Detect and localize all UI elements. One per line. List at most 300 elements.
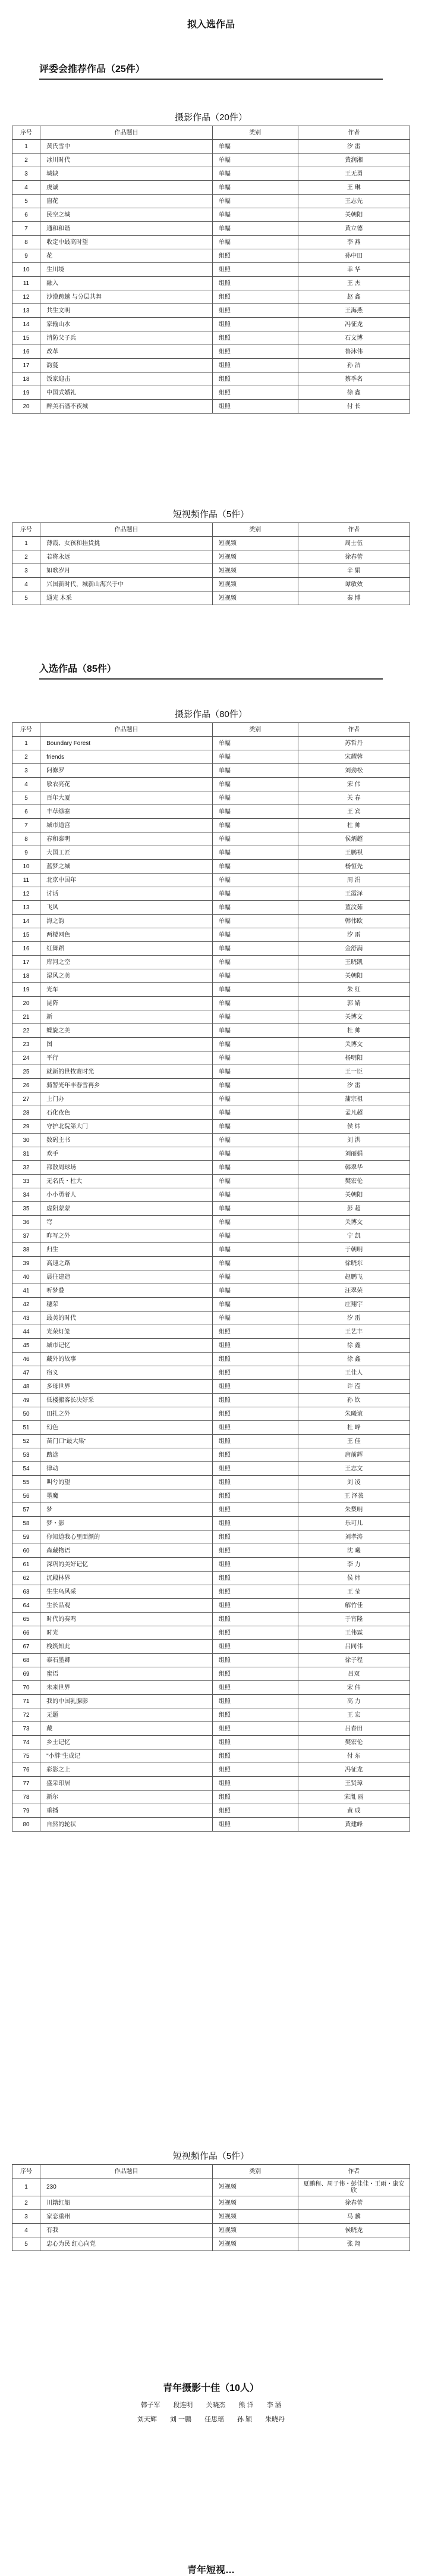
table-row	[12, 1325, 410, 1339]
cell-author: 张 翔	[298, 2237, 410, 2251]
cell-author: 苏哲丹	[298, 737, 410, 750]
cell-author: 宋胤 丽	[298, 1791, 410, 1804]
cell-title: 城缺	[40, 167, 213, 181]
cell-title: 新尔	[40, 1791, 213, 1804]
cell-title: 小小勇者人	[40, 1188, 213, 1202]
cell-title: 饭家迎击	[40, 373, 213, 386]
cell-author: 王晓凯	[298, 956, 410, 969]
table-row	[12, 1654, 410, 1667]
cell-no: 57	[12, 1503, 40, 1517]
table-row	[12, 1448, 410, 1462]
cell-author: 王鹏祺	[298, 846, 410, 860]
cell-author: 关博文	[298, 1216, 410, 1229]
cell-title: 丰草绿寨	[40, 805, 213, 819]
cell-no: 19	[12, 386, 40, 400]
cell-title: 时代的奏鸣	[40, 1613, 213, 1626]
table-row	[12, 304, 410, 318]
cell-no: 5	[12, 195, 40, 208]
cell-title: 忠心为民 红心向党	[40, 2237, 213, 2251]
cell-title: 宿义	[40, 1366, 213, 1380]
cell-title: 春和泰明	[40, 832, 213, 846]
table-row	[12, 2196, 410, 2210]
cell-author: 彭 超	[298, 1202, 410, 1216]
cell-category: 组照	[212, 318, 298, 331]
cell-no: 3	[12, 564, 40, 578]
cell-author: 王志先	[298, 195, 410, 208]
cell-category: 组照	[212, 400, 298, 414]
cell-author: 孙中田	[298, 249, 410, 263]
cell-author: 黄立德	[298, 222, 410, 236]
cell-category: 单幅	[212, 1312, 298, 1325]
cell-author: 王 泽袭	[298, 1489, 410, 1503]
cell-no: 39	[12, 1257, 40, 1270]
cell-title: 如歌岁月	[40, 564, 213, 578]
cell-author: 朱曦谊	[298, 1407, 410, 1421]
cell-author: 吕春田	[298, 1722, 410, 1736]
cell-category: 单幅	[212, 181, 298, 195]
cell-category: 组照	[212, 1777, 298, 1791]
cell-title: 高速之路	[40, 1257, 213, 1270]
cell-category: 组照	[212, 1626, 298, 1640]
cell-author: 王佳人	[298, 1366, 410, 1380]
cell-category: 组照	[212, 1722, 298, 1736]
table-row	[12, 1435, 410, 1448]
cell-author: 李 力	[298, 1558, 410, 1572]
cell-no: 72	[12, 1708, 40, 1722]
cell-author: 汐 雷	[298, 928, 410, 942]
table-row	[12, 591, 410, 605]
table-row	[12, 1558, 410, 1572]
table-row	[12, 1202, 410, 1216]
table-row	[12, 956, 410, 969]
table-row	[12, 1079, 410, 1093]
cell-author: 关朝阳	[298, 1188, 410, 1202]
cell-title: 敏农亮花	[40, 778, 213, 791]
sel-photo-table	[12, 722, 410, 1832]
cell-title: 就新的世牧赛时光	[40, 1065, 213, 1079]
cell-category: 组照	[212, 1544, 298, 1558]
ten-name: 韩子军	[140, 2402, 160, 2409]
table-header-row	[12, 523, 410, 537]
cell-category: 单幅	[212, 1229, 298, 1243]
cell-no: 27	[12, 1093, 40, 1106]
table-row	[12, 359, 410, 373]
cell-category: 组照	[212, 1736, 298, 1749]
cell-no: 51	[12, 1421, 40, 1435]
cell-title: 有我	[40, 2224, 213, 2237]
cell-no: 13	[12, 304, 40, 318]
cell-no: 48	[12, 1380, 40, 1394]
header-author: 作者	[298, 723, 410, 737]
cell-no: 56	[12, 1489, 40, 1503]
cell-category: 单幅	[212, 1106, 298, 1120]
cell-title: 蝶旋之美	[40, 1024, 213, 1038]
cell-author: 侯晓龙	[298, 2224, 410, 2237]
cell-title: 韵蔓	[40, 359, 213, 373]
cell-no: 2	[12, 2196, 40, 2210]
cell-author: 汪翠荣	[298, 1284, 410, 1298]
table-row	[12, 1147, 410, 1161]
table-row	[12, 942, 410, 956]
cell-category: 单幅	[212, 846, 298, 860]
table-row	[12, 331, 410, 345]
cell-no: 5	[12, 591, 40, 605]
cell-title: 沙漠跨越 与分层共舞	[40, 290, 213, 304]
cell-category: 组照	[212, 386, 298, 400]
cell-title: 森藏物语	[40, 1544, 213, 1558]
table-row	[12, 1572, 410, 1585]
cell-author: 王霞泽	[298, 887, 410, 901]
cell-author: 董汶茹	[298, 901, 410, 915]
cell-no: 74	[12, 1736, 40, 1749]
table-row	[12, 1640, 410, 1654]
cell-no: 75	[12, 1749, 40, 1763]
cell-no: 5	[12, 2237, 40, 2251]
cell-no: 42	[12, 1298, 40, 1312]
cell-category: 短视频	[212, 578, 298, 591]
cell-author: 周 涓	[298, 874, 410, 887]
table-row	[12, 290, 410, 304]
cell-title: 泰石墨卿	[40, 1654, 213, 1667]
table-row	[12, 1517, 410, 1530]
cell-no: 54	[12, 1462, 40, 1476]
cell-no: 11	[12, 874, 40, 887]
cell-title: 梦・影	[40, 1517, 213, 1530]
cell-no: 18	[12, 373, 40, 386]
rec-video-block	[12, 507, 410, 605]
cell-author: 孙 洁	[298, 359, 410, 373]
cell-author: 刘丽娟	[298, 1147, 410, 1161]
cell-category: 组照	[212, 1435, 298, 1448]
cell-category: 组照	[212, 1448, 298, 1462]
cell-no: 47	[12, 1366, 40, 1380]
table-row	[12, 1695, 410, 1708]
cell-category: 组照	[212, 1394, 298, 1407]
cell-title: Boundary Forest	[40, 737, 213, 750]
header-title: 作品题目	[40, 2165, 213, 2179]
cell-category: 单幅	[212, 208, 298, 222]
cell-title: 川籍红船	[40, 2196, 213, 2210]
cell-title: 彩影之上	[40, 1763, 213, 1777]
cell-category: 组照	[212, 331, 298, 345]
cell-author: 谭敏效	[298, 578, 410, 591]
cell-no: 63	[12, 1585, 40, 1599]
table-row	[12, 805, 410, 819]
header-category: 类别	[212, 126, 298, 140]
table-row	[12, 1284, 410, 1298]
rec-photo-block	[12, 110, 410, 414]
cell-author: 孟凡超	[298, 1106, 410, 1120]
sel-video-block	[12, 2149, 410, 2251]
table-row	[12, 1257, 410, 1270]
cell-author: 汐 雷	[298, 1079, 410, 1093]
table-row	[12, 1093, 410, 1106]
cell-title: 无名氏・杜大	[40, 1175, 213, 1188]
cell-category: 单幅	[212, 942, 298, 956]
cell-category: 单幅	[212, 791, 298, 805]
table-row	[12, 1489, 410, 1503]
table-row	[12, 1722, 410, 1736]
cell-title: 城市记忆	[40, 1339, 213, 1353]
cell-category: 单幅	[212, 140, 298, 154]
table-row	[12, 1777, 410, 1791]
cell-title: 海之韵	[40, 915, 213, 928]
cell-category: 组照	[212, 1613, 298, 1626]
cell-no: 17	[12, 956, 40, 969]
cell-category: 组照	[212, 1708, 298, 1722]
cell-no: 71	[12, 1695, 40, 1708]
ten-name: 朱晓丹	[265, 2416, 285, 2423]
cell-title: 重播	[40, 1804, 213, 1818]
cell-author: 冯征龙	[298, 318, 410, 331]
cell-no: 59	[12, 1530, 40, 1544]
cell-author: 徐 鑫	[298, 386, 410, 400]
cell-category: 短视频	[212, 537, 298, 550]
table-row	[12, 1585, 410, 1599]
cell-author: 于宵隆	[298, 1613, 410, 1626]
header-author: 作者	[298, 126, 410, 140]
table-row	[12, 1270, 410, 1284]
cell-title: 光车	[40, 983, 213, 997]
cell-category: 单幅	[212, 1257, 298, 1270]
cell-author: 郭 婧	[298, 997, 410, 1010]
cell-author: 王 宏	[298, 1708, 410, 1722]
cell-title: 踏途	[40, 1448, 213, 1462]
cell-author: 朱梨明	[298, 1503, 410, 1517]
table-row	[12, 1366, 410, 1380]
cell-author: 王 琳	[298, 181, 410, 195]
cell-no: 65	[12, 1613, 40, 1626]
cell-category: 组照	[212, 1681, 298, 1695]
table-row	[12, 1229, 410, 1243]
cell-no: 22	[12, 1024, 40, 1038]
table-row	[12, 578, 410, 591]
cell-author: 马 骥	[298, 2210, 410, 2224]
table-row	[12, 167, 410, 181]
cell-no: 68	[12, 1654, 40, 1667]
table-row	[12, 928, 410, 942]
table-row	[12, 887, 410, 901]
cell-no: 14	[12, 915, 40, 928]
cell-title: 消防父子兵	[40, 331, 213, 345]
cell-category: 组照	[212, 1325, 298, 1339]
cell-no: 2	[12, 550, 40, 564]
header-no: 序号	[12, 126, 40, 140]
table-row	[12, 983, 410, 997]
header-author: 作者	[298, 2165, 410, 2179]
cell-title: 盛采印居	[40, 1777, 213, 1791]
doc-title: 拟入选作品	[187, 20, 235, 30]
table-row	[12, 1791, 410, 1804]
cell-title: 家输山水	[40, 318, 213, 331]
cell-author: 秦 博	[298, 591, 410, 605]
table-row	[12, 1298, 410, 1312]
cell-author: 付 长	[298, 400, 410, 414]
table-row	[12, 373, 410, 386]
cell-no: 32	[12, 1161, 40, 1175]
cell-author: 汐 雷	[298, 140, 410, 154]
cell-category: 单幅	[212, 1147, 298, 1161]
cell-author: 解竹佳	[298, 1599, 410, 1613]
cell-category: 单幅	[212, 222, 298, 236]
table-row	[12, 1120, 410, 1134]
cell-author: 王艺丰	[298, 1325, 410, 1339]
cell-title: 田扎之外	[40, 1407, 213, 1421]
cell-title: 戴	[40, 1722, 213, 1736]
cutoff-heading: 青年短视…	[187, 2565, 235, 2575]
cell-title: 蜜语	[40, 1667, 213, 1681]
cell-author: 王 杰	[298, 277, 410, 290]
cell-no: 78	[12, 1791, 40, 1804]
cell-category: 单幅	[212, 154, 298, 167]
cell-author: 徐 鑫	[298, 1353, 410, 1366]
table-row	[12, 915, 410, 928]
cell-no: 60	[12, 1544, 40, 1558]
cell-title: 库河之空	[40, 956, 213, 969]
cell-no: 10	[12, 263, 40, 277]
cell-no: 21	[12, 1010, 40, 1024]
table-row	[12, 1503, 410, 1517]
cell-author: 赵鹏飞	[298, 1270, 410, 1284]
cell-no: 20	[12, 997, 40, 1010]
cell-title: 墨魔	[40, 1489, 213, 1503]
cell-no: 14	[12, 318, 40, 331]
cell-title: 昆阵	[40, 997, 213, 1010]
cell-category: 组照	[212, 1749, 298, 1763]
ten-name: 熊 洋	[238, 2402, 254, 2409]
header-no: 序号	[12, 2165, 40, 2179]
table-row	[12, 846, 410, 860]
table-row	[12, 764, 410, 778]
table-row	[12, 1708, 410, 1722]
cell-category: 组照	[212, 249, 298, 263]
cell-title: 低楼搬客长决好采	[40, 1394, 213, 1407]
cell-category: 短视频	[212, 550, 298, 564]
table-row	[12, 1749, 410, 1763]
cell-title: 北京中国年	[40, 874, 213, 887]
cell-category: 组照	[212, 1339, 298, 1353]
table-row	[12, 1134, 410, 1147]
cell-title: 律动	[40, 1462, 213, 1476]
cell-title: 薄霞、女孩和挂货挑	[40, 537, 213, 550]
table-row	[12, 1161, 410, 1175]
cell-title: 梦	[40, 1503, 213, 1517]
cell-no: 10	[12, 860, 40, 874]
cell-category: 组照	[212, 1667, 298, 1681]
cell-category: 单幅	[212, 819, 298, 832]
cell-category: 单幅	[212, 928, 298, 942]
cell-no: 34	[12, 1188, 40, 1202]
table-header-row	[12, 723, 410, 737]
table-row	[12, 1681, 410, 1695]
cell-no: 9	[12, 846, 40, 860]
cell-category: 短视频	[212, 2210, 298, 2224]
cell-category: 组照	[212, 1791, 298, 1804]
cell-title: 新	[40, 1010, 213, 1024]
cell-author: 李 燕	[298, 236, 410, 249]
table-row	[12, 318, 410, 331]
cell-no: 61	[12, 1558, 40, 1572]
cell-title: 栈筑知此	[40, 1640, 213, 1654]
cell-no: 5	[12, 791, 40, 805]
cell-category: 单幅	[212, 1120, 298, 1134]
cell-title: 城市道宫	[40, 819, 213, 832]
cell-title: 花	[40, 249, 213, 263]
cell-no: 8	[12, 236, 40, 249]
cell-title: 数码主书	[40, 1134, 213, 1147]
cell-author: 许 滢	[298, 1380, 410, 1394]
cell-no: 15	[12, 331, 40, 345]
cell-no: 4	[12, 181, 40, 195]
cell-title: 生长品观	[40, 1599, 213, 1613]
cell-category: 单幅	[212, 195, 298, 208]
cell-no: 35	[12, 1202, 40, 1216]
cell-category: 单幅	[212, 1051, 298, 1065]
cell-author: 唐前辉	[298, 1448, 410, 1462]
cell-title: 欢手	[40, 1147, 213, 1161]
cell-title: 无题	[40, 1708, 213, 1722]
cell-no: 52	[12, 1435, 40, 1448]
cell-author: 冯征龙	[298, 1763, 410, 1777]
cell-title: 黄氏雪中	[40, 140, 213, 154]
cell-title: 穗荣	[40, 1298, 213, 1312]
cell-category: 单幅	[212, 1270, 298, 1284]
rec-video-table	[12, 522, 410, 605]
rec-photo-title: 摄影作品（20件）	[175, 112, 247, 123]
cell-title: 民空之城	[40, 208, 213, 222]
ten-name: 关晓杰	[206, 2402, 226, 2409]
header-no: 序号	[12, 523, 40, 537]
cell-title: 虚阳蒙蒙	[40, 1202, 213, 1216]
cell-title: 穹	[40, 1216, 213, 1229]
cell-category: 单幅	[212, 764, 298, 778]
cell-no: 46	[12, 1353, 40, 1366]
cell-author: 高 力	[298, 1695, 410, 1708]
table-row	[12, 969, 410, 983]
table-row	[12, 1312, 410, 1325]
cell-no: 15	[12, 928, 40, 942]
ten-title: 青年摄影十佳（10人）	[163, 2383, 259, 2393]
cell-title: 你知道我心里面颜的	[40, 1530, 213, 1544]
table-header-row	[12, 126, 410, 140]
cell-category: 组照	[212, 1804, 298, 1818]
cell-author: 孙 钦	[298, 1394, 410, 1407]
cell-author: 樊宏伦	[298, 1175, 410, 1188]
cell-category: 单幅	[212, 1010, 298, 1024]
cell-author: 黄 成	[298, 1804, 410, 1818]
cell-category: 组照	[212, 1489, 298, 1503]
ten-name: 刘 一鹏	[169, 2416, 191, 2423]
ten-name: 任思瑶	[204, 2416, 224, 2423]
cell-no: 55	[12, 1476, 40, 1489]
cell-title: 改革	[40, 345, 213, 359]
cell-category: 短视频	[212, 2196, 298, 2210]
table-row	[12, 1613, 410, 1626]
cell-author: 杜 帅	[298, 819, 410, 832]
header-category: 类别	[212, 2165, 298, 2179]
cell-no: 16	[12, 345, 40, 359]
cell-no: 1	[12, 737, 40, 750]
cell-author: 侯 炜	[298, 1120, 410, 1134]
header-category: 类别	[212, 523, 298, 537]
cell-author: 王贤璋	[298, 1777, 410, 1791]
cell-author: 王海燕	[298, 304, 410, 318]
cell-category: 组照	[212, 1572, 298, 1585]
cell-author: 侯炳超	[298, 832, 410, 846]
cell-no: 1	[12, 537, 40, 550]
cell-no: 6	[12, 805, 40, 819]
header-title: 作品题目	[40, 126, 213, 140]
